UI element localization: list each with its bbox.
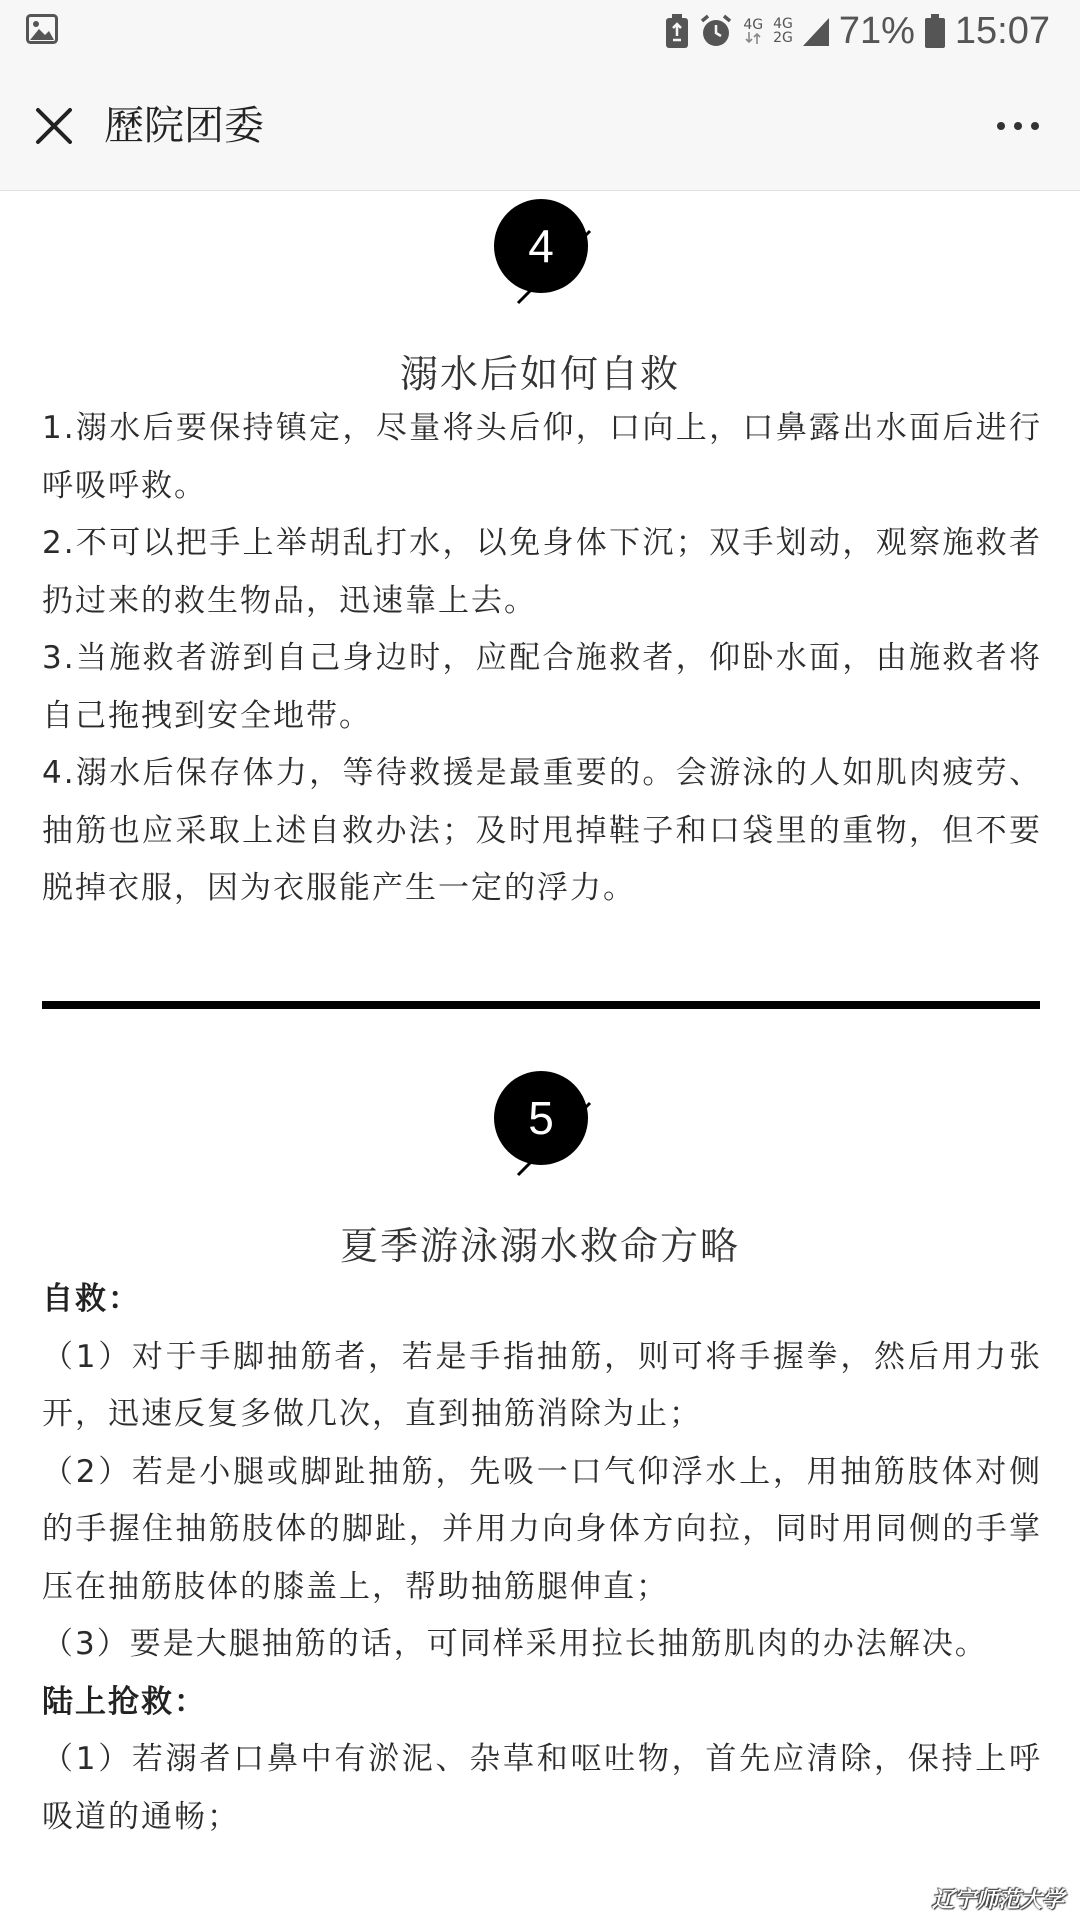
page-title: 歷院团委 xyxy=(104,103,264,149)
network-bottom-left-label: 4G xyxy=(773,16,793,32)
paragraph: （1）对于手脚抽筋者，若是手指抽筋，则可将手握拳，然后用力张开，迅速反复多做几次，直到抽筋消除为止； xyxy=(42,1338,1042,1432)
paragraph: （1）若溺者口鼻中有淤泥、杂草和呕吐物，首先应清除，保持上呼吸道的通畅； xyxy=(42,1741,1042,1835)
section-number: 4 xyxy=(494,199,588,293)
close-button[interactable] xyxy=(26,98,82,154)
network-dual-indicator xyxy=(773,17,793,45)
network-top-label: 4G xyxy=(743,17,764,33)
section-title: 夏季游泳溺水救命方略 xyxy=(339,1224,740,1268)
more-dot-icon xyxy=(997,122,1005,130)
section-body xyxy=(42,1271,1042,1846)
recycle-battery-saver-icon xyxy=(665,14,689,48)
battery-icon xyxy=(925,14,945,48)
article-content[interactable] xyxy=(0,191,1080,1920)
battery-percent: 71% xyxy=(838,9,915,52)
status-bar xyxy=(0,0,1080,62)
network-4g-indicator xyxy=(743,18,763,44)
paragraph: 1.溺水后要保持镇定，尽量将头后仰，口向上，口鼻露出水面后进行呼吸呼救。 xyxy=(42,410,1042,504)
section-number-badge xyxy=(490,195,600,305)
signal-strength-icon xyxy=(803,16,829,46)
section-number-badge xyxy=(490,1067,600,1177)
paragraph: （2）若是小腿或脚趾抽筋，先吸一口气仰浮水上，用抽筋肢体对侧的手握住抽筋肢体的脚趾，并用力向身体方向拉，同时用同侧的手掌压在抽筋肢体的膝盖上，帮助抽筋腿伸直； xyxy=(42,1453,1042,1605)
alarm-clock-icon xyxy=(699,14,733,48)
land-rescue-heading: 陆上抢救： xyxy=(42,1683,207,1720)
clock-time: 15:07 xyxy=(954,9,1050,52)
paragraph: 2.不可以把手上举胡乱打水，以免身体下沉；双手划动，观察施救者扔过来的救生物品，迅速靠上去。 xyxy=(42,525,1042,619)
more-dot-icon xyxy=(1031,122,1039,130)
more-dot-icon xyxy=(1014,122,1022,130)
app-bar xyxy=(0,62,1080,191)
slash-decoration-icon xyxy=(490,195,600,305)
paragraph: （3）要是大腿抽筋的话，可同样采用拉长抽筋肌肉的办法解决。 xyxy=(42,1626,988,1662)
status-icons xyxy=(665,6,1050,56)
paragraph: 4.溺水后保存体力，等待救援是最重要的。会游泳的人如肌肉疲劳、抽筋也应采取上述自救办法；及时甩掉鞋子和口袋里的重物，但不要脱掉衣服，因为衣服能产生一定的浮力。 xyxy=(42,755,1042,906)
section-number: 5 xyxy=(494,1071,588,1165)
section-divider xyxy=(42,1001,1040,1009)
gallery-notification-icon xyxy=(26,14,58,44)
section-body xyxy=(42,400,1042,918)
network-bottom-right-label: 2G xyxy=(773,30,793,46)
slash-decoration-icon xyxy=(490,1067,600,1177)
paragraph: 3.当施救者游到自己身边时，应配合施救者，仰卧水面，由施救者将自己拖拽到安全地带。 xyxy=(42,640,1042,734)
self-rescue-heading: 自救： xyxy=(42,1281,141,1317)
section-title: 溺水后如何自救 xyxy=(399,352,680,396)
close-icon xyxy=(34,106,74,146)
more-options-button[interactable] xyxy=(982,98,1054,154)
watermark: 辽宁师范大学 xyxy=(931,1887,1064,1913)
